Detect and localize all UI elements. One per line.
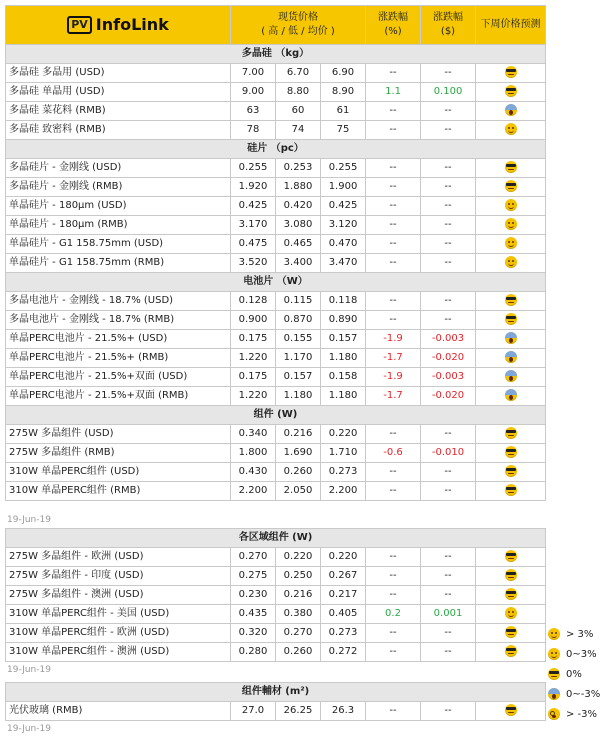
change-pct: -1.7 [366,387,421,406]
section-header [6,45,546,64]
table-row [6,216,546,235]
change-pct: -- [366,197,421,216]
product-name: 单晶硅片 - G1 158.75mm (USD) [6,235,231,254]
section-title: 多晶硅 （kg） [6,45,546,64]
cool-face-icon [505,313,517,325]
cool-face-icon [505,465,517,477]
change-pct: -- [366,121,421,140]
forecast-cell [476,548,546,567]
change-usd: -0.020 [421,349,476,368]
price-avg: 0.267 [321,567,366,586]
cool-face-icon [505,550,517,562]
price-high: 63 [231,102,276,121]
scream-face-icon [505,332,517,344]
change-pct: -- [366,102,421,121]
section-header [6,406,546,425]
smile-face-icon [505,218,517,230]
smile-face-icon [505,237,517,249]
product-name: 多晶硅片 - 金刚线 (RMB) [6,178,231,197]
price-avg: 0.272 [321,643,366,662]
forecast-cell [476,387,546,406]
price-high: 1.800 [231,444,276,463]
table-row [6,83,546,102]
forecast-header: 下周价格预测 [476,6,546,45]
price-avg: 0.273 [321,624,366,643]
change-pct: -- [366,624,421,643]
table-row [6,463,546,482]
product-name: 275W 多晶组件 - 欧洲 (USD) [6,548,231,567]
price-low: 0.216 [276,586,321,605]
section-header [6,273,546,292]
forecast-cell [476,368,546,387]
cool-face-icon [505,588,517,600]
table-row [6,121,546,140]
price-low: 0.155 [276,330,321,349]
price-avg: 0.890 [321,311,366,330]
product-name: 310W 单晶PERC组件 - 欧洲 (USD) [6,624,231,643]
price-low: 2.050 [276,482,321,501]
forecast-cell [476,292,546,311]
change-usd: -- [421,702,476,721]
price-low: 0.260 [276,643,321,662]
price-high: 27.0 [231,702,276,721]
cool-face-icon [505,85,517,97]
change-pct: -- [366,235,421,254]
forecast-cell [476,702,546,721]
scream-face-icon [505,351,517,363]
change-pct: -- [366,311,421,330]
price-avg: 0.470 [321,235,366,254]
price-low: 0.420 [276,197,321,216]
cool-face-icon [505,446,517,458]
price-avg: 1.180 [321,387,366,406]
table-row [6,159,546,178]
section-title: 组件輔材 (m²) [6,683,546,702]
table-row [6,567,546,586]
price-high: 2.200 [231,482,276,501]
change-pct: -- [366,643,421,662]
product-name: 多晶电池片 - 金刚线 - 18.7% (USD) [6,292,231,311]
product-name: 单晶PERC电池片 - 21.5%+双面 (RMB) [6,387,231,406]
product-name: 275W 多晶组件 - 印度 (USD) [6,567,231,586]
price-low: 74 [276,121,321,140]
price-high: 0.175 [231,330,276,349]
scream-face-icon [505,370,517,382]
price-low: 3.400 [276,254,321,273]
table-row [6,311,546,330]
change-usd: -- [421,463,476,482]
forecast-cell [476,586,546,605]
change-usd: -- [421,567,476,586]
price-avg: 0.405 [321,605,366,624]
smile-face-icon [505,199,517,211]
table-row [6,702,546,721]
scream-face-icon [505,389,517,401]
section-title: 组件 (W) [6,406,546,425]
legend-label: 0~3% [566,648,597,660]
price-avg: 0.118 [321,292,366,311]
price-high: 0.900 [231,311,276,330]
product-name: 单晶硅片 - 180µm (USD) [6,197,231,216]
forecast-cell [476,197,546,216]
price-avg: 0.273 [321,463,366,482]
forecast-cell [476,121,546,140]
cool-face-icon [505,626,517,638]
price-avg: 26.3 [321,702,366,721]
product-name: 275W 多晶组件 - 澳洲 (USD) [6,586,231,605]
legend-item [548,688,600,700]
table-row [6,197,546,216]
cool-face-icon [505,180,517,192]
price-low: 1.690 [276,444,321,463]
table-row [6,482,546,501]
price-low: 0.870 [276,311,321,330]
price-avg: 3.470 [321,254,366,273]
price-avg: 0.255 [321,159,366,178]
price-avg: 0.220 [321,548,366,567]
table-row [6,235,546,254]
legend-item [548,648,597,660]
price-low: 1.180 [276,387,321,406]
table-row [6,292,546,311]
product-name: 单晶PERC电池片 - 21.5%+ (RMB) [6,349,231,368]
price-low: 0.253 [276,159,321,178]
price-avg: 1.900 [321,178,366,197]
change-pct: -- [366,178,421,197]
price-high: 7.00 [231,64,276,83]
price-high: 3.520 [231,254,276,273]
change-usd: -- [421,102,476,121]
forecast-cell [476,311,546,330]
price-low: 0.380 [276,605,321,624]
change-usd: -- [421,235,476,254]
section-header [6,683,546,702]
product-name: 310W 单晶PERC组件 - 美国 (USD) [6,605,231,624]
price-low: 0.216 [276,425,321,444]
cool-face-icon [505,427,517,439]
table-row [6,548,546,567]
change-pct: -1.9 [366,330,421,349]
change-pct-header: 涨跌幅 (%) [366,6,421,45]
table-row [6,102,546,121]
legend-item [548,708,597,720]
price-avg: 0.425 [321,197,366,216]
change-pct: -- [366,292,421,311]
product-name: 多晶硅 菜花料 (RMB) [6,102,231,121]
change-usd: -- [421,624,476,643]
change-usd: 0.001 [421,605,476,624]
price-high: 0.270 [231,548,276,567]
forecast-cell [476,482,546,501]
price-high: 3.170 [231,216,276,235]
section-header [6,529,546,548]
price-low: 6.70 [276,64,321,83]
legend-label: 0~-3% [566,688,601,700]
forecast-cell [476,159,546,178]
table-row [6,178,546,197]
change-pct: -- [366,159,421,178]
price-low: 1.170 [276,349,321,368]
price-high: 0.280 [231,643,276,662]
price-high: 1.220 [231,387,276,406]
scream-face-icon [548,688,560,700]
cool-face-icon [505,161,517,173]
change-usd: -- [421,643,476,662]
forecast-cell [476,64,546,83]
change-pct: -- [366,64,421,83]
price-high: 0.230 [231,586,276,605]
change-usd: -- [421,586,476,605]
table-row [6,586,546,605]
smile-face-icon [505,256,517,268]
forecast-cell [476,102,546,121]
change-usd: -- [421,216,476,235]
scream-face-icon [505,104,517,116]
cool-face-icon [548,668,560,680]
table-row [6,605,546,624]
cool-face-icon [505,484,517,496]
price-low: 26.25 [276,702,321,721]
cool-face-icon [505,645,517,657]
product-name: 275W 多晶组件 (USD) [6,425,231,444]
price-low: 0.115 [276,292,321,311]
price-avg: 3.120 [321,216,366,235]
price-high: 0.255 [231,159,276,178]
smile-face-icon [505,607,517,619]
forecast-cell [476,330,546,349]
price-high: 0.430 [231,463,276,482]
forecast-cell [476,425,546,444]
change-pct: -- [366,216,421,235]
price-avg: 1.180 [321,349,366,368]
price-low: 0.250 [276,567,321,586]
price-high: 78 [231,121,276,140]
date-stamp: 19-Jun-19 [7,515,51,525]
forecast-cell [476,567,546,586]
price-high: 9.00 [231,83,276,102]
section-title: 各区域组件 (W) [6,529,546,548]
price-avg: 6.90 [321,64,366,83]
price-avg: 1.710 [321,444,366,463]
pv-logo-icon: PV [67,16,92,34]
change-usd: -- [421,178,476,197]
price-high: 0.128 [231,292,276,311]
change-usd: 0.100 [421,83,476,102]
change-usd: -- [421,425,476,444]
table-row [6,349,546,368]
forecast-cell [476,254,546,273]
price-low: 0.270 [276,624,321,643]
price-low: 8.80 [276,83,321,102]
price-avg: 0.217 [321,586,366,605]
product-name: 单晶硅片 - G1 158.75mm (RMB) [6,254,231,273]
change-pct: -1.9 [366,368,421,387]
change-usd-header: 涨跌幅 ($) [421,6,476,45]
forecast-cell [476,605,546,624]
forecast-cell [476,349,546,368]
forecast-cell [476,216,546,235]
change-pct: 1.1 [366,83,421,102]
price-high: 1.920 [231,178,276,197]
brand-logo [6,6,231,45]
price-avg: 0.158 [321,368,366,387]
product-name: 310W 单晶PERC组件 (RMB) [6,482,231,501]
change-pct: -- [366,463,421,482]
price-high: 0.275 [231,567,276,586]
price-avg: 8.90 [321,83,366,102]
table-row [6,368,546,387]
table-row [6,643,546,662]
change-usd: -0.020 [421,387,476,406]
product-name: 单晶PERC电池片 - 21.5%+双面 (USD) [6,368,231,387]
product-name: 单晶PERC电池片 - 21.5%+ (USD) [6,330,231,349]
table-row [6,254,546,273]
price-low: 3.080 [276,216,321,235]
price-low: 1.880 [276,178,321,197]
table-row [6,64,546,83]
change-pct: -- [366,702,421,721]
price-low: 0.157 [276,368,321,387]
legend-item [548,628,593,640]
forecast-cell [476,624,546,643]
price-avg: 75 [321,121,366,140]
smile-face-icon [548,648,560,660]
price-avg: 0.220 [321,425,366,444]
price-high: 0.340 [231,425,276,444]
change-usd: -- [421,482,476,501]
section-title: 电池片 （W） [6,273,546,292]
brand-name: InfoLink [95,15,169,34]
forecast-cell [476,235,546,254]
spot-price-header: 现货价格 ( 高 / 低 / 均价 ) [231,6,366,45]
smile-face-icon [505,123,517,135]
forecast-cell [476,83,546,102]
product-name: 310W 单晶PERC组件 - 澳洲 (USD) [6,643,231,662]
change-pct: -- [366,254,421,273]
legend-label: > 3% [566,628,594,640]
cool-face-icon [505,704,517,716]
forecast-cell [476,444,546,463]
price-low: 0.465 [276,235,321,254]
change-pct: -0.6 [366,444,421,463]
product-name: 光伏玻璃 (RMB) [6,702,231,721]
price-high: 0.175 [231,368,276,387]
forecast-cell [476,463,546,482]
table-row [6,330,546,349]
table-row [6,387,546,406]
table-row [6,624,546,643]
price-high: 0.435 [231,605,276,624]
change-usd: -0.003 [421,368,476,387]
product-name: 单晶硅片 - 180µm (RMB) [6,216,231,235]
section-header [6,140,546,159]
table-row [6,425,546,444]
change-pct: -- [366,548,421,567]
change-pct: -- [366,482,421,501]
cool-face-icon [505,294,517,306]
change-usd: -- [421,311,476,330]
change-pct: -- [366,425,421,444]
price-low: 0.220 [276,548,321,567]
price-table-materials [5,682,546,721]
section-title: 硅片 （pc） [6,140,546,159]
legend-label: > -3% [566,708,598,720]
price-high: 0.425 [231,197,276,216]
change-usd: -0.003 [421,330,476,349]
change-pct: -- [366,567,421,586]
price-avg: 0.157 [321,330,366,349]
product-name: 多晶硅 单晶用 (USD) [6,83,231,102]
forecast-cell [476,643,546,662]
product-name: 多晶电池片 - 金刚线 - 18.7% (RMB) [6,311,231,330]
change-usd: -- [421,254,476,273]
legend-label: 0% [566,668,582,680]
price-high: 0.320 [231,624,276,643]
change-usd: -- [421,292,476,311]
dizzy-face-icon [548,708,560,720]
price-high: 1.220 [231,349,276,368]
change-pct: 0.2 [366,605,421,624]
product-name: 多晶硅 多晶用 (USD) [6,64,231,83]
forecast-cell [476,178,546,197]
product-name: 275W 多晶组件 (RMB) [6,444,231,463]
change-usd: -- [421,121,476,140]
price-table-regional [5,528,546,662]
price-low: 60 [276,102,321,121]
cool-face-icon [505,66,517,78]
price-low: 0.260 [276,463,321,482]
product-name: 310W 单晶PERC组件 (USD) [6,463,231,482]
change-pct: -- [366,586,421,605]
product-name: 多晶硅 致密料 (RMB) [6,121,231,140]
legend-item [548,668,582,680]
change-usd: -0.010 [421,444,476,463]
change-usd: -- [421,159,476,178]
cool-face-icon [505,569,517,581]
smile-face-icon [548,628,560,640]
price-avg: 61 [321,102,366,121]
date-stamp: 19-Jun-19 [7,665,51,675]
price-high: 0.475 [231,235,276,254]
change-pct: -1.7 [366,349,421,368]
product-name: 多晶硅片 - 金刚线 (USD) [6,159,231,178]
date-stamp: 19-Jun-19 [7,724,51,734]
change-usd: -- [421,548,476,567]
price-avg: 2.200 [321,482,366,501]
table-row [6,444,546,463]
change-usd: -- [421,64,476,83]
price-table-main [5,5,546,501]
change-usd: -- [421,197,476,216]
